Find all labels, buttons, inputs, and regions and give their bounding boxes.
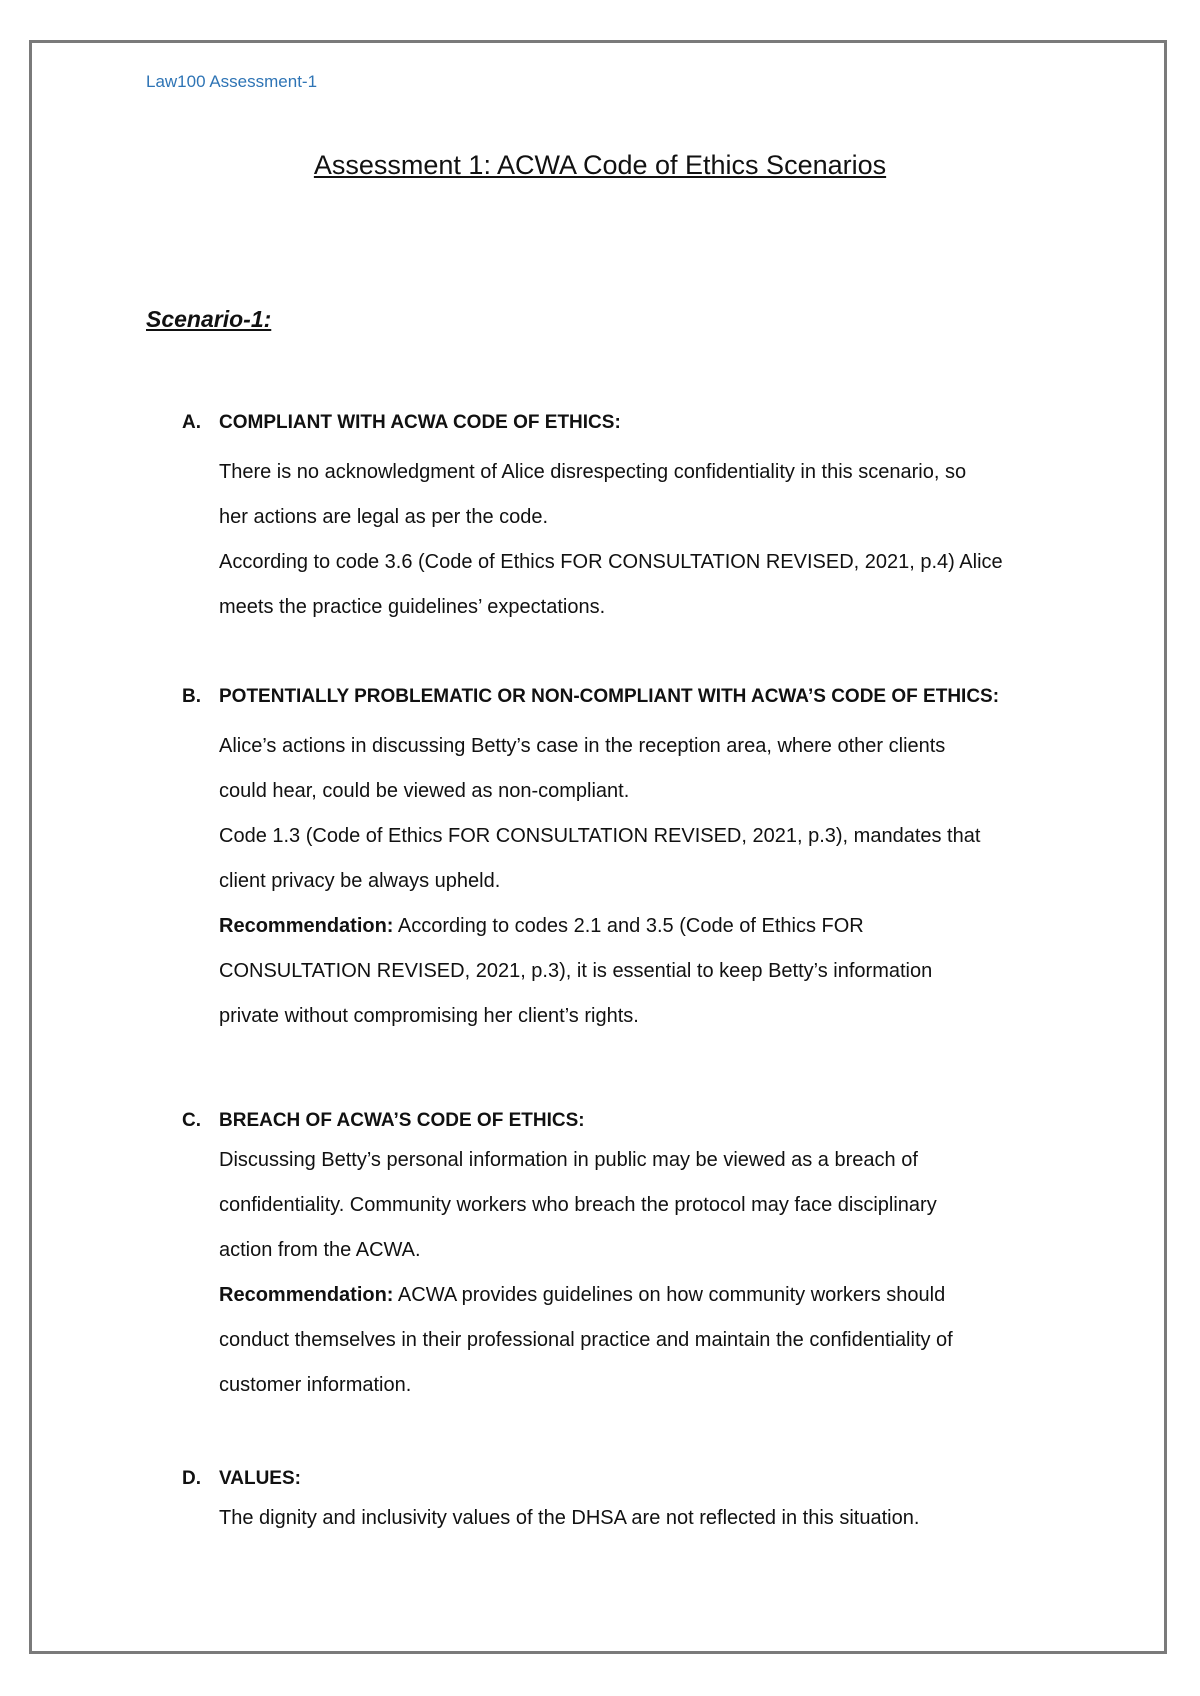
body-line: confidentiality. Community workers who breach the protocol may face disciplinary — [219, 1194, 937, 1216]
section-body — [219, 1138, 1082, 1408]
section-body — [219, 1496, 1082, 1541]
section-b — [182, 686, 1082, 1039]
recommendation-line — [219, 904, 1082, 949]
body-line: conduct themselves in their professional practice and maintain the confidentiality of — [219, 1329, 953, 1351]
recommendation-text: ACWA provides guidelines on how community workers should — [393, 1284, 946, 1306]
body-line: client privacy be always upheld. — [219, 870, 501, 892]
section-letter: B. — [182, 686, 201, 707]
page-title: Assessment 1: ACWA Code of Ethics Scenarios — [313, 150, 887, 180]
scenario-heading: Scenario-1: — [146, 306, 272, 332]
section-heading — [182, 1110, 1082, 1132]
body-line: CONSULTATION REVISED, 2021, p.3), it is essential to keep Betty’s information — [219, 960, 933, 982]
section-c — [182, 1110, 1082, 1408]
body-line: private without compromising her client’s rights. — [219, 1005, 639, 1027]
recommendation-label: Recommendation: — [219, 1284, 394, 1306]
section-letter: A. — [182, 412, 201, 433]
body-line: could hear, could be viewed as non-compliant. — [219, 780, 630, 802]
section-title: POTENTIALLY PROBLEMATIC OR NON-COMPLIANT WITH ACWA’S CODE OF ETHICS: — [219, 686, 1000, 707]
section-heading — [182, 412, 1082, 434]
body-line: There is no acknowledgment of Alice disrespecting confidentiality in this scenario, so — [219, 461, 967, 483]
section-title: BREACH OF ACWA’S CODE OF ETHICS: — [219, 1110, 585, 1131]
document-header: Law100 Assessment-1 — [146, 72, 318, 91]
section-d — [182, 1468, 1082, 1541]
section-heading — [182, 686, 1082, 708]
section-letter: C. — [182, 1110, 201, 1131]
body-line: customer information. — [219, 1374, 412, 1396]
body-line: her actions are legal as per the code. — [219, 506, 549, 528]
section-letter: D. — [182, 1468, 201, 1489]
section-title: VALUES: — [219, 1468, 301, 1489]
recommendation-text: According to codes 2.1 and 3.5 (Code of Ethics FOR — [393, 915, 864, 937]
body-line: Discussing Betty’s personal information in public may be viewed as a breach of — [219, 1149, 918, 1171]
section-a — [182, 412, 1082, 630]
section-title: COMPLIANT WITH ACWA CODE OF ETHICS: — [219, 412, 621, 433]
recommendation-label: Recommendation: — [219, 915, 394, 937]
body-line: According to code 3.6 (Code of Ethics FOR CONSULTATION REVISED, 2021, p.4) Alice — [219, 551, 1003, 573]
body-line: Alice’s actions in discussing Betty’s case in the reception area, where other clients — [219, 735, 946, 757]
section-heading — [182, 1468, 1082, 1490]
recommendation-line — [219, 1273, 1082, 1318]
body-line: meets the practice guidelines’ expectations. — [219, 596, 606, 618]
body-line: Code 1.3 (Code of Ethics FOR CONSULTATION REVISED, 2021, p.3), mandates that — [219, 825, 981, 847]
section-body — [219, 450, 1082, 630]
body-line: The dignity and inclusivity values of the DHSA are not reflected in this situation. — [219, 1507, 920, 1529]
body-line: action from the ACWA. — [219, 1239, 421, 1261]
section-body — [219, 724, 1082, 1039]
